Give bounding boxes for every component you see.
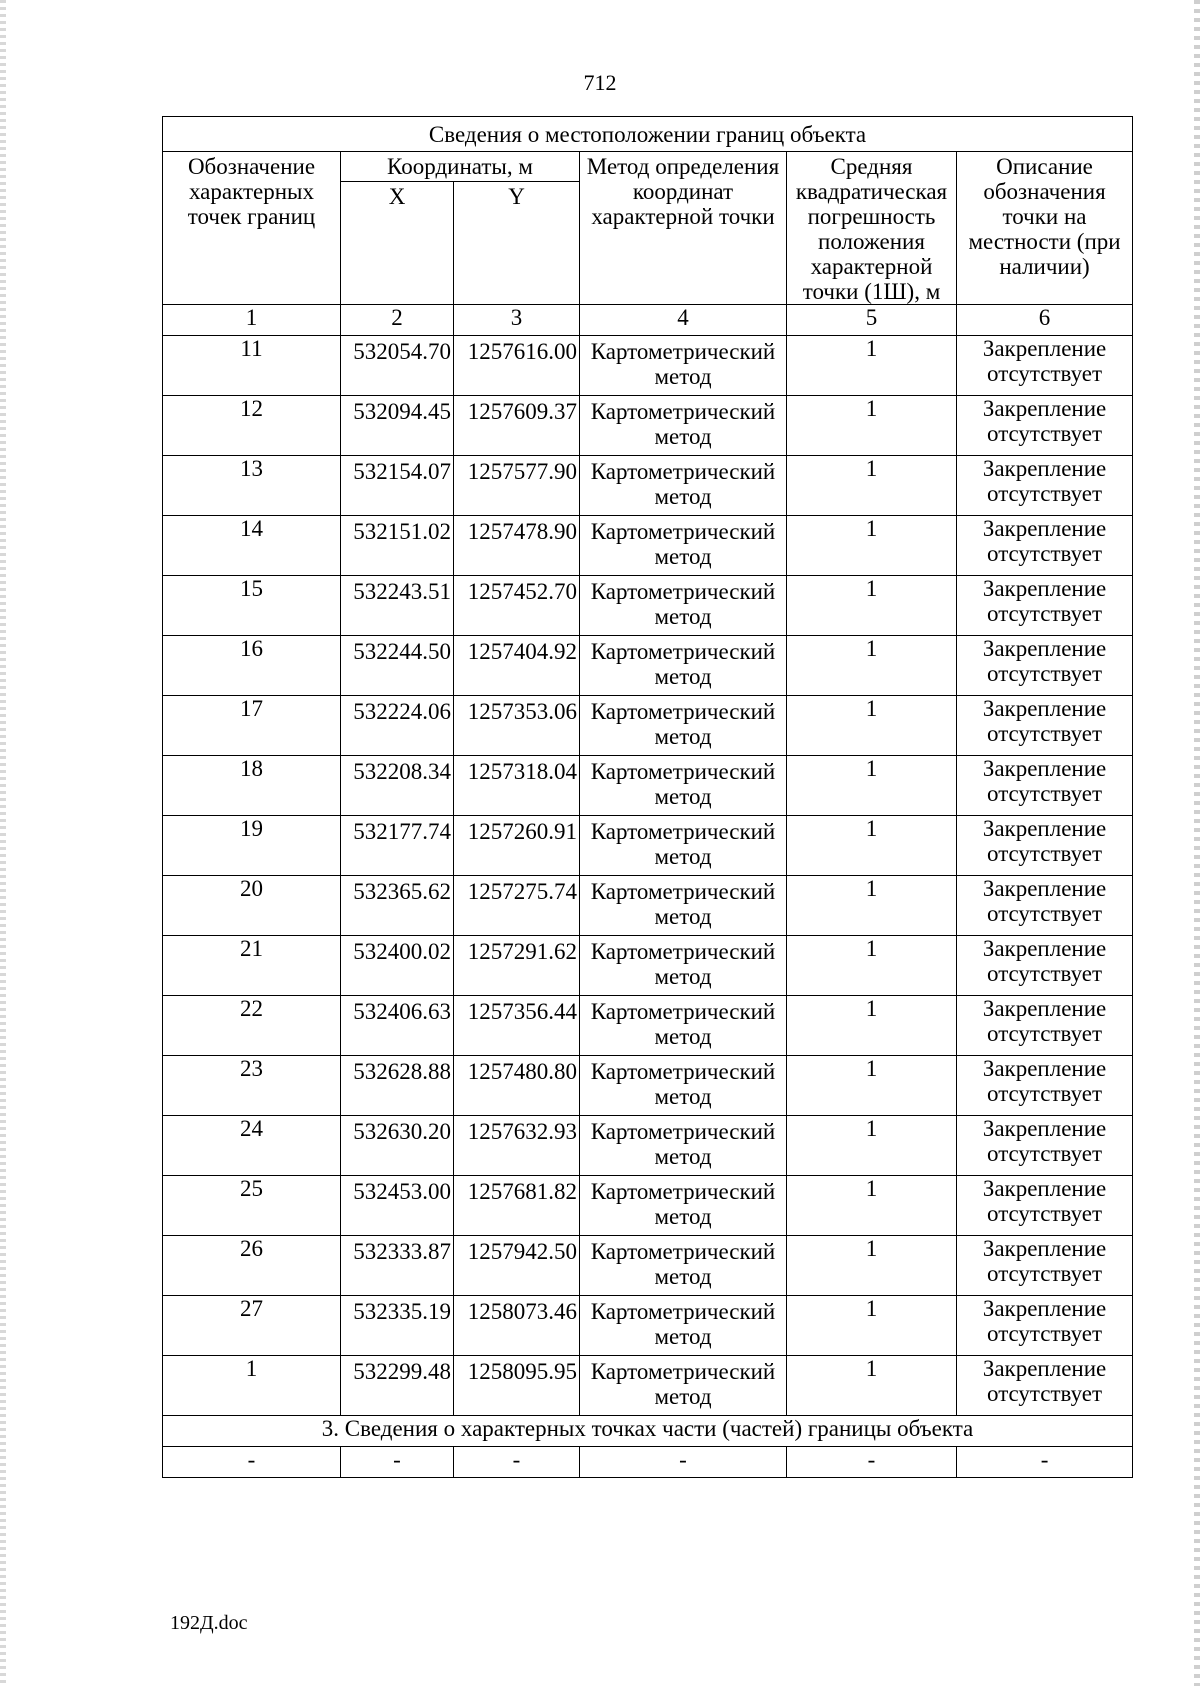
header-y: Y bbox=[454, 181, 580, 304]
point-description: Закрепление отсутствует bbox=[957, 516, 1133, 576]
point-description: Закрепление отсутствует bbox=[957, 336, 1133, 396]
point-description: Закрепление отсутствует bbox=[957, 1296, 1133, 1356]
determination-method: Картометрический метод bbox=[580, 576, 787, 636]
point-designation: 11 bbox=[163, 336, 341, 396]
column-number: 6 bbox=[957, 305, 1133, 336]
coordinate-y: 1257632.93 bbox=[454, 1116, 580, 1176]
coordinate-y: 1257353.06 bbox=[454, 696, 580, 756]
coordinate-x: 532630.20 bbox=[341, 1116, 454, 1176]
empty-cell: - bbox=[341, 1447, 454, 1478]
determination-method: Картометрический метод bbox=[580, 696, 787, 756]
mean-square-error: 1 bbox=[787, 636, 957, 696]
point-description: Закрепление отсутствует bbox=[957, 936, 1133, 996]
coordinate-y: 1257681.82 bbox=[454, 1176, 580, 1236]
point-description: Закрепление отсутствует bbox=[957, 876, 1133, 936]
coordinate-y: 1257609.37 bbox=[454, 396, 580, 456]
mean-square-error: 1 bbox=[787, 1116, 957, 1176]
header-description: Описание обозначения точки на местности (при наличии) bbox=[957, 152, 1133, 305]
column-number: 1 bbox=[163, 305, 341, 336]
coordinate-x: 532453.00 bbox=[341, 1176, 454, 1236]
point-description: Закрепление отсутствует bbox=[957, 1056, 1133, 1116]
table-row bbox=[163, 1356, 1133, 1416]
empty-cell: - bbox=[454, 1447, 580, 1478]
page-number: 712 bbox=[583, 70, 617, 95]
header-x: X bbox=[341, 181, 454, 304]
table-row bbox=[163, 516, 1133, 576]
table-row bbox=[163, 876, 1133, 936]
column-number: 2 bbox=[341, 305, 454, 336]
determination-method: Картометрический метод bbox=[580, 936, 787, 996]
section3-row bbox=[163, 1416, 1133, 1447]
coordinate-x: 532365.62 bbox=[341, 876, 454, 936]
mean-square-error: 1 bbox=[787, 996, 957, 1056]
determination-method: Картометрический метод bbox=[580, 1236, 787, 1296]
coordinate-x: 532224.06 bbox=[341, 696, 454, 756]
coordinate-x: 532244.50 bbox=[341, 636, 454, 696]
table-body bbox=[163, 336, 1133, 1416]
coordinate-x: 532094.45 bbox=[341, 396, 454, 456]
point-designation: 15 bbox=[163, 576, 341, 636]
point-description: Закрепление отсутствует bbox=[957, 696, 1133, 756]
coordinate-y: 1258095.95 bbox=[454, 1356, 580, 1416]
mean-square-error: 1 bbox=[787, 336, 957, 396]
coordinate-y: 1257291.62 bbox=[454, 936, 580, 996]
table-row bbox=[163, 756, 1133, 816]
point-designation: 27 bbox=[163, 1296, 341, 1356]
determination-method: Картометрический метод bbox=[580, 816, 787, 876]
point-description: Закрепление отсутствует bbox=[957, 996, 1133, 1056]
empty-cell: - bbox=[580, 1447, 787, 1478]
table-row bbox=[163, 636, 1133, 696]
point-designation: 20 bbox=[163, 876, 341, 936]
table-row bbox=[163, 1236, 1133, 1296]
point-description: Закрепление отсутствует bbox=[957, 1116, 1133, 1176]
table-row bbox=[163, 1056, 1133, 1116]
mean-square-error: 1 bbox=[787, 1296, 957, 1356]
coordinate-y: 1257452.70 bbox=[454, 576, 580, 636]
determination-method: Картометрический метод bbox=[580, 636, 787, 696]
point-description: Закрепление отсутствует bbox=[957, 636, 1133, 696]
header-point-designation: Обозначение характерных точек границ bbox=[163, 152, 341, 305]
point-designation: 12 bbox=[163, 396, 341, 456]
point-description: Закрепление отсутствует bbox=[957, 756, 1133, 816]
determination-method: Картометрический метод bbox=[580, 876, 787, 936]
coordinate-y: 1257577.90 bbox=[454, 456, 580, 516]
table-row bbox=[163, 336, 1133, 396]
coordinate-y: 1257478.90 bbox=[454, 516, 580, 576]
determination-method: Картометрический метод bbox=[580, 1296, 787, 1356]
coordinate-y: 1257260.91 bbox=[454, 816, 580, 876]
mean-square-error: 1 bbox=[787, 1176, 957, 1236]
coordinate-x: 532400.02 bbox=[341, 936, 454, 996]
coordinate-y: 1257275.74 bbox=[454, 876, 580, 936]
point-description: Закрепление отсутствует bbox=[957, 1236, 1133, 1296]
point-designation: 18 bbox=[163, 756, 341, 816]
table-row bbox=[163, 1296, 1133, 1356]
mean-square-error: 1 bbox=[787, 936, 957, 996]
determination-method: Картометрический метод bbox=[580, 996, 787, 1056]
table-row bbox=[163, 1116, 1133, 1176]
table-row bbox=[163, 696, 1133, 756]
boundary-coordinates-table bbox=[162, 116, 1133, 1478]
header-error: Средняя квадратическая погрешность положения характерной точки (1Ш), м bbox=[787, 152, 957, 305]
header-coordinates: Координаты, м bbox=[341, 152, 580, 182]
mean-square-error: 1 bbox=[787, 1236, 957, 1296]
point-designation: 13 bbox=[163, 456, 341, 516]
coordinate-x: 532243.51 bbox=[341, 576, 454, 636]
point-designation: 25 bbox=[163, 1176, 341, 1236]
coordinate-x: 532151.02 bbox=[341, 516, 454, 576]
coordinate-y: 1257404.92 bbox=[454, 636, 580, 696]
footer-filename: 192Д.doc bbox=[170, 1612, 248, 1634]
determination-method: Картометрический метод bbox=[580, 336, 787, 396]
coordinate-x: 532628.88 bbox=[341, 1056, 454, 1116]
mean-square-error: 1 bbox=[787, 876, 957, 936]
determination-method: Картометрический метод bbox=[580, 756, 787, 816]
determination-method: Картометрический метод bbox=[580, 1116, 787, 1176]
mean-square-error: 1 bbox=[787, 396, 957, 456]
coordinate-x: 532333.87 bbox=[341, 1236, 454, 1296]
column-number: 4 bbox=[580, 305, 787, 336]
point-designation: 24 bbox=[163, 1116, 341, 1176]
mean-square-error: 1 bbox=[787, 1056, 957, 1116]
table-row bbox=[163, 816, 1133, 876]
coordinate-x: 532154.07 bbox=[341, 456, 454, 516]
determination-method: Картометрический метод bbox=[580, 1056, 787, 1116]
mean-square-error: 1 bbox=[787, 1356, 957, 1416]
point-description: Закрепление отсутствует bbox=[957, 396, 1133, 456]
coordinate-y: 1257616.00 bbox=[454, 336, 580, 396]
point-description: Закрепление отсутствует bbox=[957, 1176, 1133, 1236]
coordinate-y: 1258073.46 bbox=[454, 1296, 580, 1356]
determination-method: Картометрический метод bbox=[580, 456, 787, 516]
empty-cell: - bbox=[957, 1447, 1133, 1478]
section3-title: 3. Сведения о характерных точках части (частей) границы объекта bbox=[163, 1416, 1133, 1447]
point-designation: 23 bbox=[163, 1056, 341, 1116]
coordinate-x: 532299.48 bbox=[341, 1356, 454, 1416]
point-description: Закрепление отсутствует bbox=[957, 816, 1133, 876]
coordinate-y: 1257480.80 bbox=[454, 1056, 580, 1116]
table-row bbox=[163, 396, 1133, 456]
determination-method: Картометрический метод bbox=[580, 516, 787, 576]
table-row bbox=[163, 456, 1133, 516]
point-description: Закрепление отсутствует bbox=[957, 1356, 1133, 1416]
mean-square-error: 1 bbox=[787, 576, 957, 636]
mean-square-error: 1 bbox=[787, 756, 957, 816]
coordinate-y: 1257942.50 bbox=[454, 1236, 580, 1296]
coordinate-x: 532406.63 bbox=[341, 996, 454, 1056]
table-row bbox=[163, 936, 1133, 996]
mean-square-error: 1 bbox=[787, 456, 957, 516]
header-method: Метод определения координат характерной точки bbox=[580, 152, 787, 305]
table-row bbox=[163, 1176, 1133, 1236]
point-designation: 14 bbox=[163, 516, 341, 576]
determination-method: Картометрический метод bbox=[580, 396, 787, 456]
coordinate-x: 532208.34 bbox=[341, 756, 454, 816]
point-description: Закрепление отсутствует bbox=[957, 576, 1133, 636]
column-numbers-row bbox=[163, 305, 1133, 336]
mean-square-error: 1 bbox=[787, 516, 957, 576]
point-designation: 16 bbox=[163, 636, 341, 696]
point-designation: 22 bbox=[163, 996, 341, 1056]
point-designation: 17 bbox=[163, 696, 341, 756]
point-designation: 19 bbox=[163, 816, 341, 876]
table-row bbox=[163, 576, 1133, 636]
empty-cell: - bbox=[787, 1447, 957, 1478]
scan-edge-right bbox=[1194, 0, 1200, 1686]
table-row bbox=[163, 996, 1133, 1056]
determination-method: Картометрический метод bbox=[580, 1356, 787, 1416]
coordinate-x: 532335.19 bbox=[341, 1296, 454, 1356]
mean-square-error: 1 bbox=[787, 816, 957, 876]
determination-method: Картометрический метод bbox=[580, 1176, 787, 1236]
empty-cell: - bbox=[163, 1447, 341, 1478]
coordinate-x: 532177.74 bbox=[341, 816, 454, 876]
column-number: 5 bbox=[787, 305, 957, 336]
point-description: Закрепление отсутствует bbox=[957, 456, 1133, 516]
point-designation: 1 bbox=[163, 1356, 341, 1416]
point-designation: 26 bbox=[163, 1236, 341, 1296]
section3-empty-row bbox=[163, 1447, 1133, 1478]
point-designation: 21 bbox=[163, 936, 341, 996]
mean-square-error: 1 bbox=[787, 696, 957, 756]
coordinate-y: 1257356.44 bbox=[454, 996, 580, 1056]
coordinate-x: 532054.70 bbox=[341, 336, 454, 396]
coordinate-y: 1257318.04 bbox=[454, 756, 580, 816]
column-number: 3 bbox=[454, 305, 580, 336]
table-title: Сведения о местоположении границ объекта bbox=[163, 117, 1133, 152]
scan-edge-left bbox=[0, 0, 6, 1686]
